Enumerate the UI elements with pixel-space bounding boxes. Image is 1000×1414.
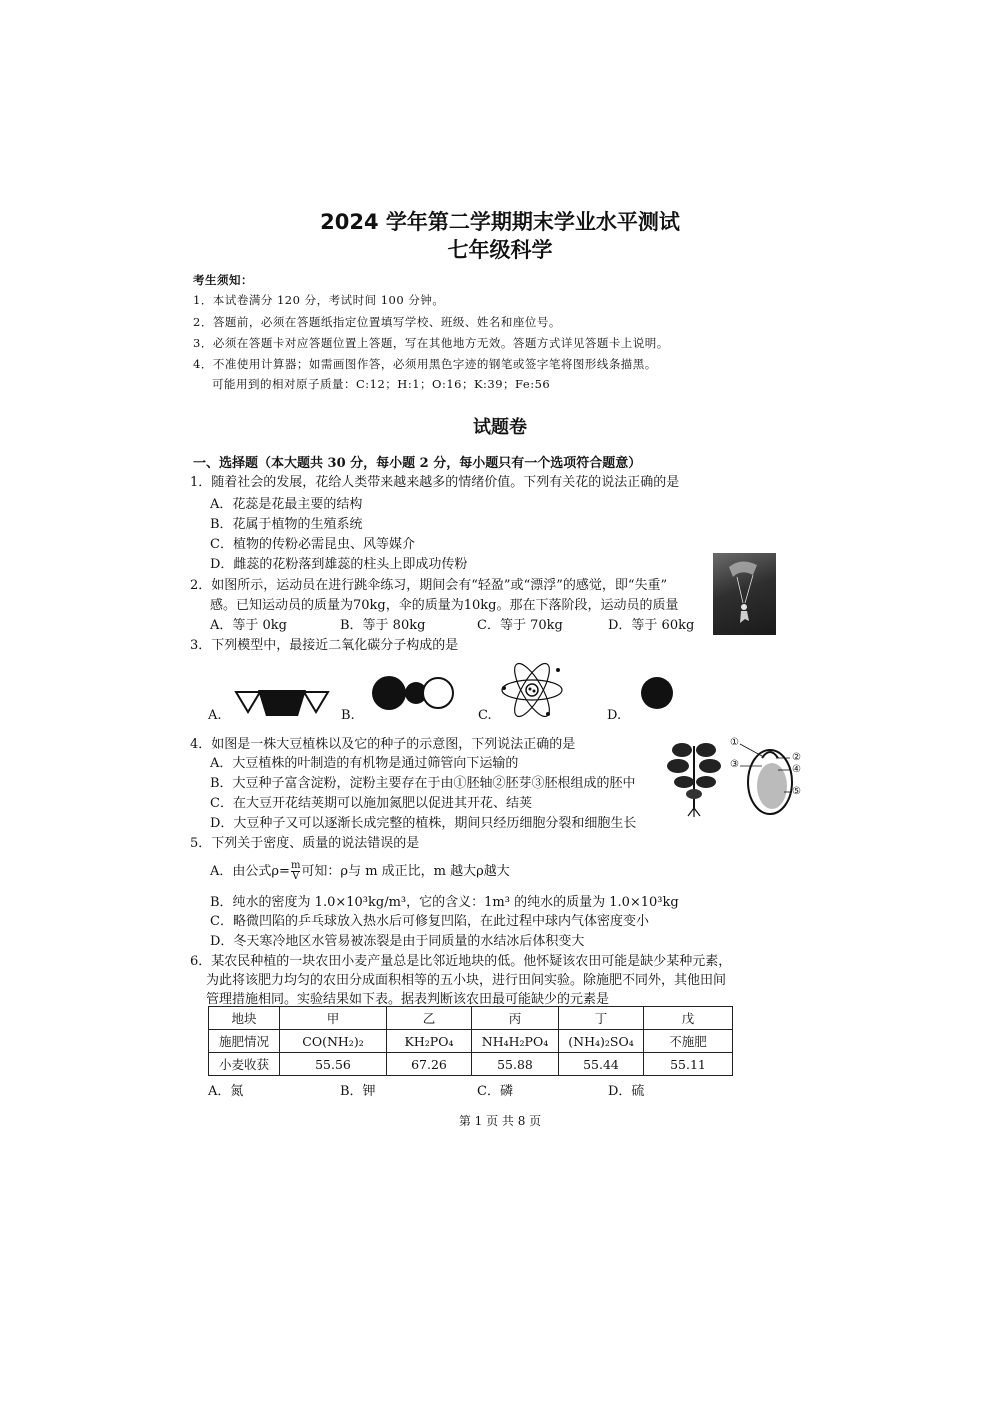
question-6-stem-cont: 为此将该肥力均匀的农田分成面积相等的五小块，进行田间实验。除施肥不同外，其他田间	[206, 973, 727, 988]
model-a-icon	[234, 686, 330, 720]
table-row	[209, 1030, 733, 1053]
question-5-stem: 5．下列关于密度、质量的说法错误的是	[190, 836, 420, 851]
table-cell: (NH₄)₂SO₄	[559, 1030, 644, 1053]
soybean-seed-icon	[728, 736, 808, 818]
question-6-stem: 6．某农民种植的一块农田小麦产量总是比邻近地块的低。他怀疑该农田可能是缺少某种元素，	[190, 954, 732, 969]
question-2-stem: 2．如图所示，运动员在进行跳伞练习，期间会有“轻盈”或“漂浮”的感觉，即“失重”	[190, 578, 668, 593]
q5-option-a-suffix: 可知：ρ与 m 成正比，m 越大ρ越大	[301, 864, 510, 879]
q3-option-b: B.	[341, 708, 355, 723]
question-1-stem: 1．随着社会的发展，花给人类带来越来越多的情绪价值。下列有关花的说法正确的是	[190, 475, 680, 490]
q6-option-a: A．氮	[208, 1084, 244, 1099]
q2-option-a: A．等于 0kg	[210, 618, 287, 633]
q3-option-a: A.	[208, 708, 222, 723]
question-6-stem-cont2: 管理措施相同。实验结果如下表。据表判断该农田最可能缺少的元素是	[206, 992, 610, 1007]
q5-option-a-prefix: A．由公式ρ=	[210, 864, 290, 879]
seed-label-2: ②	[792, 752, 801, 763]
atom-model-icon	[500, 662, 564, 718]
table-cell: 小麦收获	[209, 1053, 280, 1076]
q4-option-d: D．大豆种子又可以逐渐长成完整的植株，期间只经历细胞分裂和细胞生长	[210, 816, 637, 831]
q6-option-b: B．钾	[340, 1084, 376, 1099]
q2-option-b: B．等于 80kg	[340, 618, 426, 633]
seed-label-3: ③	[730, 759, 739, 770]
soybean-plant-icon	[664, 736, 724, 818]
table-cell: CO(NH₂)₂	[280, 1030, 387, 1053]
question-2-stem-cont: 感。已知运动员的质量为70kg，伞的质量为10kg。那在下落阶段，运动员的质量	[210, 598, 679, 613]
table-cell: 55.11	[644, 1053, 733, 1076]
q4-option-c: C．在大豆开花结荚期可以施加氮肥以促进其开花、结荚	[210, 796, 532, 811]
q3-option-d: D.	[607, 708, 622, 723]
q5-option-b: B．纯水的密度为 1.0×10³kg/m³，它的含义：1m³ 的纯水的质量为 1.0×10³kg	[210, 895, 679, 910]
table-cell: 55.56	[280, 1053, 387, 1076]
notice-heading: 考生须知：	[193, 273, 253, 287]
section-heading: 一、选择题（本大题共 30 分，每小题 2 分，每小题只有一个选项符合题意）	[193, 456, 642, 471]
model-d-icon	[638, 676, 676, 710]
q6-option-c: C．磷	[477, 1084, 513, 1099]
q5-option-d: D．冬天寒冷地区水管易被冻裂是由于同质量的水结冰后体积变大	[210, 934, 585, 949]
question-3-stem: 3．下列模型中，最接近二氧化碳分子构成的是	[190, 638, 459, 653]
seed-label-1: ①	[730, 737, 739, 748]
exam-subtitle: 七年级科学	[447, 238, 553, 262]
q4-option-a: A．大豆植株的叶制造的有机物是通过筛管向下运输的	[210, 756, 519, 771]
seed-label-5: ⑤	[792, 786, 801, 797]
table-cell: 55.44	[559, 1053, 644, 1076]
q2-option-d: D．等于 60kg	[608, 618, 695, 633]
table-header-cell: 乙	[387, 1007, 472, 1030]
q2-option-c: C．等于 70kg	[477, 618, 563, 633]
table-header-cell: 戊	[644, 1007, 733, 1030]
q1-option-c: C．植物的传粉必需昆虫、风等媒介	[210, 537, 415, 552]
q3-option-c: C.	[478, 708, 492, 723]
table-cell: 施肥情况	[209, 1030, 280, 1053]
q4-option-b: B．大豆种子富含淀粉，淀粉主要存在于由①胚轴②胚芽③胚根组成的胚中	[210, 776, 636, 791]
q6-option-d: D．硫	[608, 1084, 645, 1099]
q1-option-b: B．花属于植物的生殖系统	[210, 517, 363, 532]
skydiver-photo	[713, 553, 776, 635]
table-header-cell: 丁	[559, 1007, 644, 1030]
seed-label-4: ④	[792, 764, 801, 775]
q5-option-c: C．略微凹陷的乒乓球放入热水后可修复凹陷，在此过程中球内气体密度变小	[210, 914, 649, 929]
fraction-denominator: V	[292, 871, 300, 882]
table-cell: 55.88	[472, 1053, 559, 1076]
notice-item: 2．答题前，必须在答题纸指定位置填写学校、班级、姓名和座位号。	[193, 315, 561, 329]
atomic-masses: 可能用到的相对原子质量：C:12；H:1；O:16；K:39；Fe:56	[212, 377, 551, 391]
table-header-cell: 丙	[472, 1007, 559, 1030]
density-fraction	[291, 861, 300, 882]
table-header-row	[209, 1007, 733, 1030]
table-cell: NH₄H₂PO₄	[472, 1030, 559, 1053]
q5-option-a	[210, 860, 510, 882]
notice-item: 1．本试卷满分 120 分，考试时间 100 分钟。	[193, 293, 445, 307]
fertilizer-table	[208, 1006, 733, 1076]
table-row	[209, 1053, 733, 1076]
table-cell: 67.26	[387, 1053, 472, 1076]
fraction-numerator: m	[290, 860, 301, 871]
table-cell: 不施肥	[644, 1030, 733, 1053]
table-cell: KH₂PO₄	[387, 1030, 472, 1053]
model-b-icon	[370, 674, 458, 712]
q1-option-a: A．花蕊是花最主要的结构	[210, 497, 363, 512]
exam-title: 2024 学年第二学期期末学业水平测试	[320, 210, 680, 234]
table-header-cell: 地块	[209, 1007, 280, 1030]
question-4-stem: 4．如图是一株大豆植株以及它的种子的示意图，下列说法正确的是	[190, 737, 576, 752]
page-footer: 第 1 页 共 8 页	[458, 1114, 542, 1128]
paper-title: 试题卷	[473, 417, 527, 438]
q1-option-d: D．雌蕊的花粉落到雄蕊的柱头上即成功传粉	[210, 557, 468, 572]
notice-item: 4．不准使用计算器；如需画图作答，必须用黑色字迹的钢笔或签字笔将图形线条描黑。	[193, 357, 657, 371]
table-header-cell: 甲	[280, 1007, 387, 1030]
notice-item: 3．必须在答题卡对应答题位置上答题，写在其他地方无效。答题方式详见答题卡上说明。	[193, 336, 669, 350]
